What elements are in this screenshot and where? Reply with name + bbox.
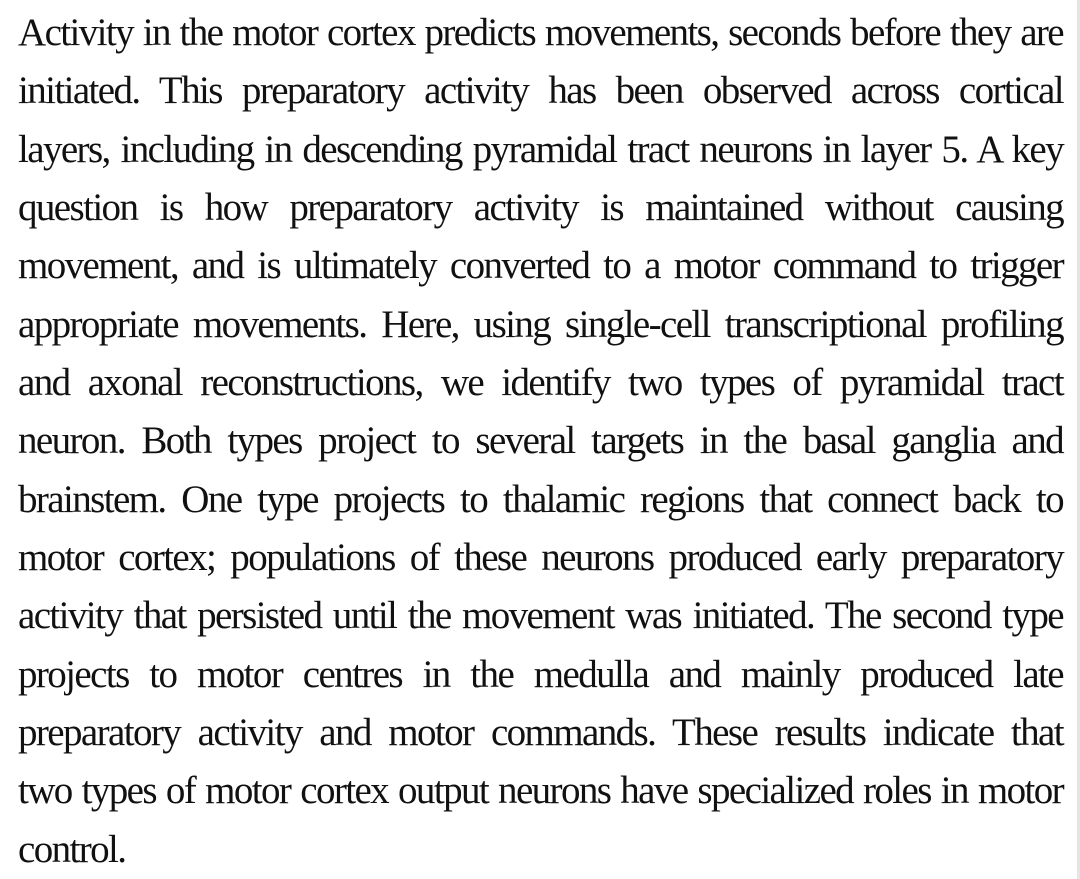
abstract-line-12: projects to motor centres in the medulla and mainly produced late <box>18 652 1063 696</box>
abstract-line-5: movement, and is ultimately converted to a motor command to trigger <box>18 244 1063 288</box>
abstract-line-3: layers, including in descending pyramidal tract neurons in layer 5. A key <box>18 127 1063 171</box>
abstract-line-10: motor cortex; populations of these neurons produced early preparatory <box>18 535 1063 579</box>
abstract-line-11: activity that persisted until the movement was initiated. The second type <box>18 594 1063 638</box>
abstract-line-9: brainstem. One type projects to thalamic regions that connect back to <box>18 477 1063 521</box>
abstract-line-8: neuron. Both types project to several targets in the basal ganglia and <box>18 419 1063 463</box>
abstract-line-7: and axonal reconstructions, we identify two types of pyramidal tract <box>18 360 1063 404</box>
abstract-text-block <box>18 4 1063 879</box>
abstract-line-2: initiated. This preparatory activity has been observed across cortical <box>18 69 1063 113</box>
abstract-line-4: question is how preparatory activity is maintained without causing <box>18 185 1063 229</box>
abstract-line-1: Activity in the motor cortex predicts movements, seconds before they are <box>18 11 1063 54</box>
abstract-line-6: appropriate movements. Here, using single-cell transcriptional profiling <box>18 302 1063 346</box>
abstract-line-15: control. <box>18 827 126 871</box>
abstract-line-13: preparatory activity and motor commands. These results indicate that <box>18 710 1063 754</box>
abstract-line-14: two types of motor cortex output neurons have specialized roles in motor <box>18 769 1063 813</box>
